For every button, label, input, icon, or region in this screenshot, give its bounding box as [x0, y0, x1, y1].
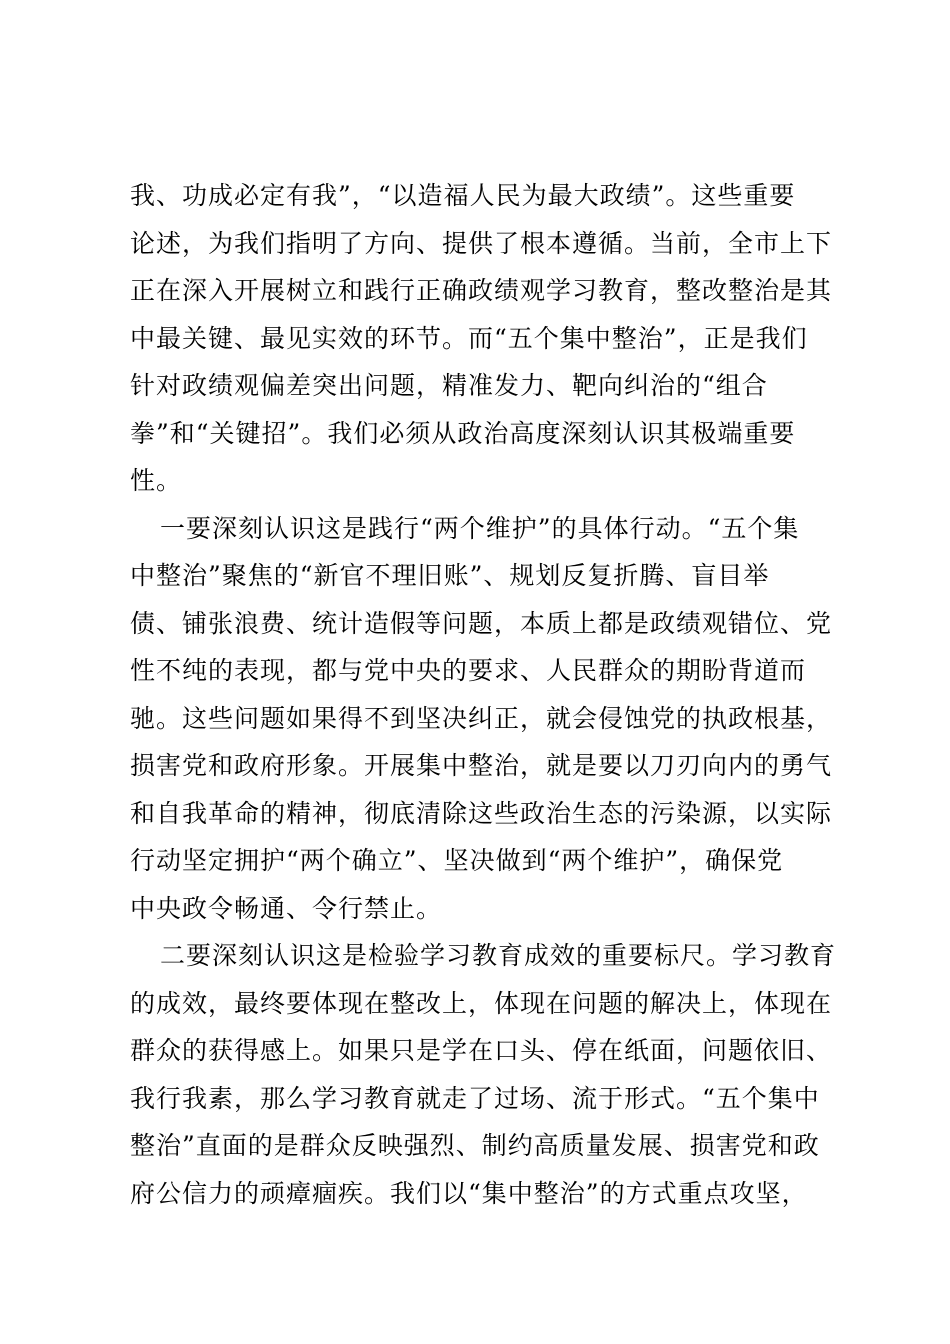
text-line: 针对政绩观偏差突出问题，精准发力、靶向纠治的“组合: [130, 371, 768, 400]
text-line: 群众的获得感上。如果只是学在口头、停在纸面，问题依旧、: [130, 1036, 833, 1065]
text-line: 论述，为我们指明了方向、提供了根本遵循。当前，全市上下: [130, 228, 833, 258]
text-line: 我、功成必定有我”，“以造福人民为最大政绩”。这些重要: [130, 181, 796, 210]
text-line: 二要深刻认识这是检验学习教育成效的重要标尺。学习教育: [160, 941, 837, 970]
text-line: 整治”直面的是群众反映强烈、制约高质量发展、损害党和政: [130, 1131, 820, 1160]
text-line: 我行我素，那么学习教育就走了过场、流于形式。“五个集中: [130, 1083, 820, 1113]
text-line: 行动坚定拥护“两个确立”、坚决做到“两个维护”，确保党: [130, 846, 784, 875]
text-line: 性。: [130, 466, 183, 495]
text-line: 府公信力的顽瘴痼疾。我们以“集中整治”的方式重点攻坚，: [130, 1178, 808, 1208]
text-line: 中最关键、最见实效的环节。而“五个集中整治”，正是我们: [130, 323, 808, 353]
text-line: 正在深入开展树立和践行正确政绩观学习教育，整改整治是其: [130, 276, 833, 305]
paragraph-3: [130, 932, 837, 1217]
text-line: 债、铺张浪费、统计造假等问题，本质上都是政绩观错位、党: [130, 608, 833, 638]
text-line: 中央政令畅通、令行禁止。: [130, 893, 443, 923]
text-line: 拳”和“关键招”。我们必须从政治高度深刻认识其极端重要: [130, 418, 796, 448]
text-line: 的成效，最终要体现在整改上，体现在问题的解决上，体现在: [130, 988, 833, 1018]
text-line: 损害党和政府形象。开展集中整治，就是要以刀刃向内的勇气: [130, 751, 833, 780]
text-line: 性不纯的表现，都与党中央的要求、人民群众的期盼背道而: [130, 656, 807, 685]
text-line: 中整治”聚焦的“新官不理旧账”、规划反复折腾、盲目举: [130, 561, 770, 590]
document-body: [130, 172, 837, 1217]
paragraph-1: [130, 172, 833, 505]
paragraph-2: [130, 505, 833, 933]
text-line: 一要深刻认识这是践行“两个维护”的具体行动。“五个集: [160, 513, 800, 543]
text-line: 和自我革命的精神，彻底清除这些政治生态的污染源，以实际: [130, 798, 833, 828]
text-line: 驰。这些问题如果得不到坚决纠正，就会侵蚀党的执政根基，: [130, 703, 833, 733]
